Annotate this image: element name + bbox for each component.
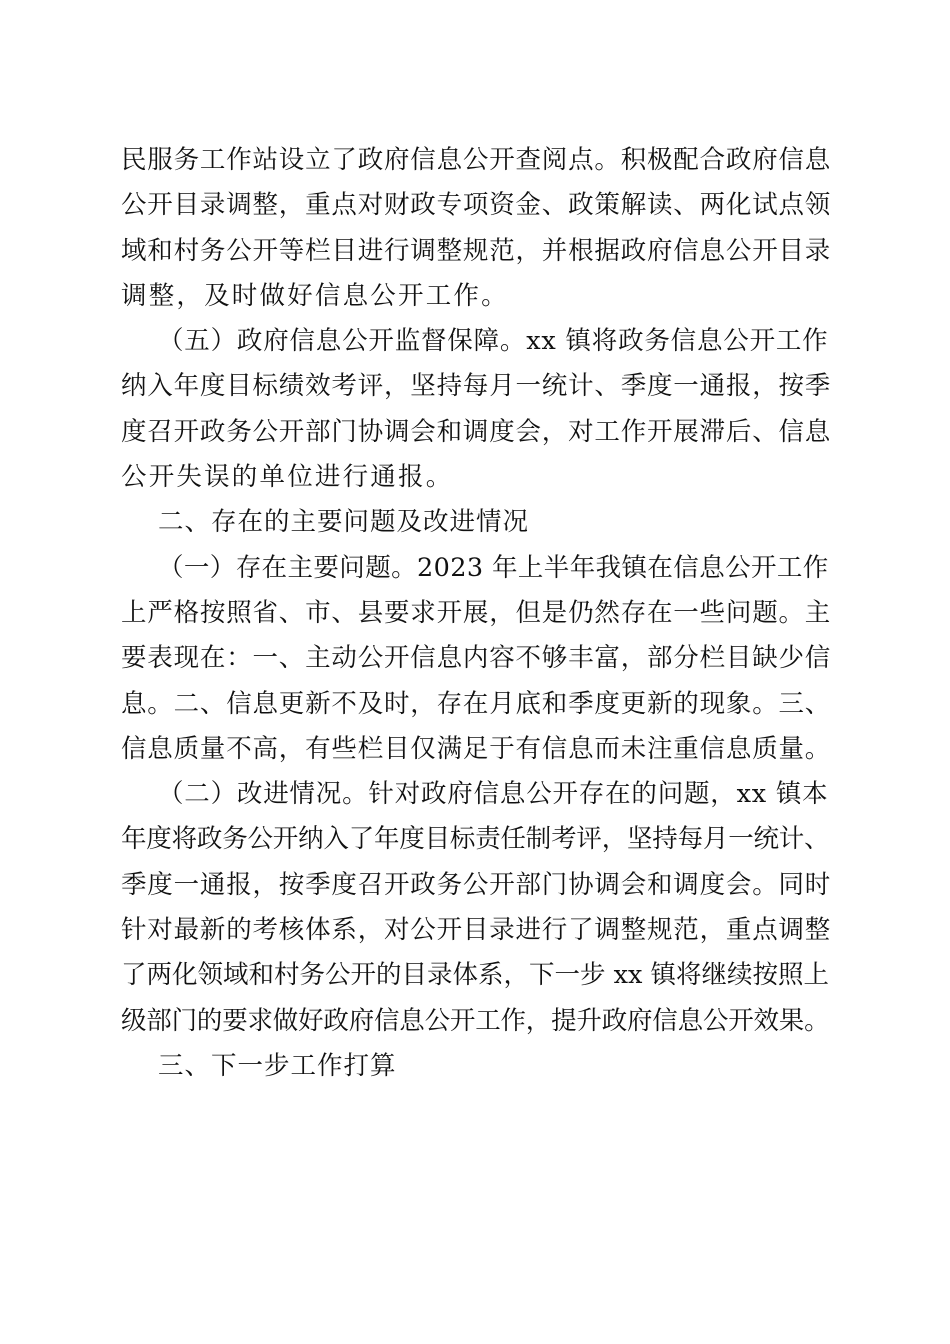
- text-line: 调整，及时做好信息公开工作。: [121, 280, 509, 311]
- paragraph-supervision: [121, 319, 831, 500]
- text-line: 级部门的要求做好政府信息公开工作，提升政府信息公开效果。: [121, 1005, 830, 1036]
- text-line: 季度一通报，按季度召开政务公开部门协调会和调度会。同时: [121, 869, 832, 900]
- text-line: 了两化领域和村务公开的目录体系，下一步 xx 镇将继续按照上: [121, 960, 829, 991]
- text-line: 域和村务公开等栏目进行调整规范，并根据政府信息公开目录: [121, 235, 832, 266]
- text-line: 纳入年度目标绩效考评，坚持每月一统计、季度一通报，按季: [121, 371, 832, 402]
- text-line: 民服务工作站设立了政府信息公开查阅点。积极配合政府信息: [121, 145, 832, 175]
- text-line: 要表现在：一、主动公开信息内容不够丰富，部分栏目缺少信: [121, 643, 832, 674]
- text-line: 信息质量不高，有些栏目仅满足于有信息而未注重信息质量。: [121, 733, 832, 764]
- section-heading-problems: 二、存在的主要问题及改进情况: [158, 507, 530, 538]
- text-line: 度召开政务公开部门协调会和调度会，对工作开展滞后、信息: [121, 416, 832, 447]
- paragraph-service-station: [121, 138, 831, 319]
- text-line: （五）政府信息公开监督保障。xx 镇将政务信息公开工作: [158, 326, 829, 357]
- text-line: 公开失误的单位进行通报。: [121, 462, 454, 493]
- text-line: 年度将政务公开纳入了年度目标责任制考评，坚持每月一统计、: [121, 824, 830, 855]
- text-line: 上严格按照省、市、县要求开展，但是仍然存在一些问题。主: [121, 597, 832, 628]
- text-line: 公开目录调整，重点对财政专项资金、政策解读、两化试点领: [121, 190, 832, 221]
- section-heading-next-steps: 三、下一步工作打算: [158, 1050, 397, 1081]
- text-line: （一）存在主要问题。2023 年上半年我镇在信息公开工作: [158, 552, 829, 583]
- document-body: [121, 138, 831, 1089]
- paragraph-main-problems: [121, 546, 831, 772]
- paragraph-improvements: [121, 772, 831, 1044]
- text-line: 息。二、信息更新不及时，存在月底和季度更新的现象。三、: [121, 688, 832, 719]
- text-line: （二）改进情况。针对政府信息公开存在的问题，xx 镇本: [158, 779, 829, 810]
- text-line: 针对最新的考核体系，对公开目录进行了调整规范，重点调整: [121, 915, 832, 946]
